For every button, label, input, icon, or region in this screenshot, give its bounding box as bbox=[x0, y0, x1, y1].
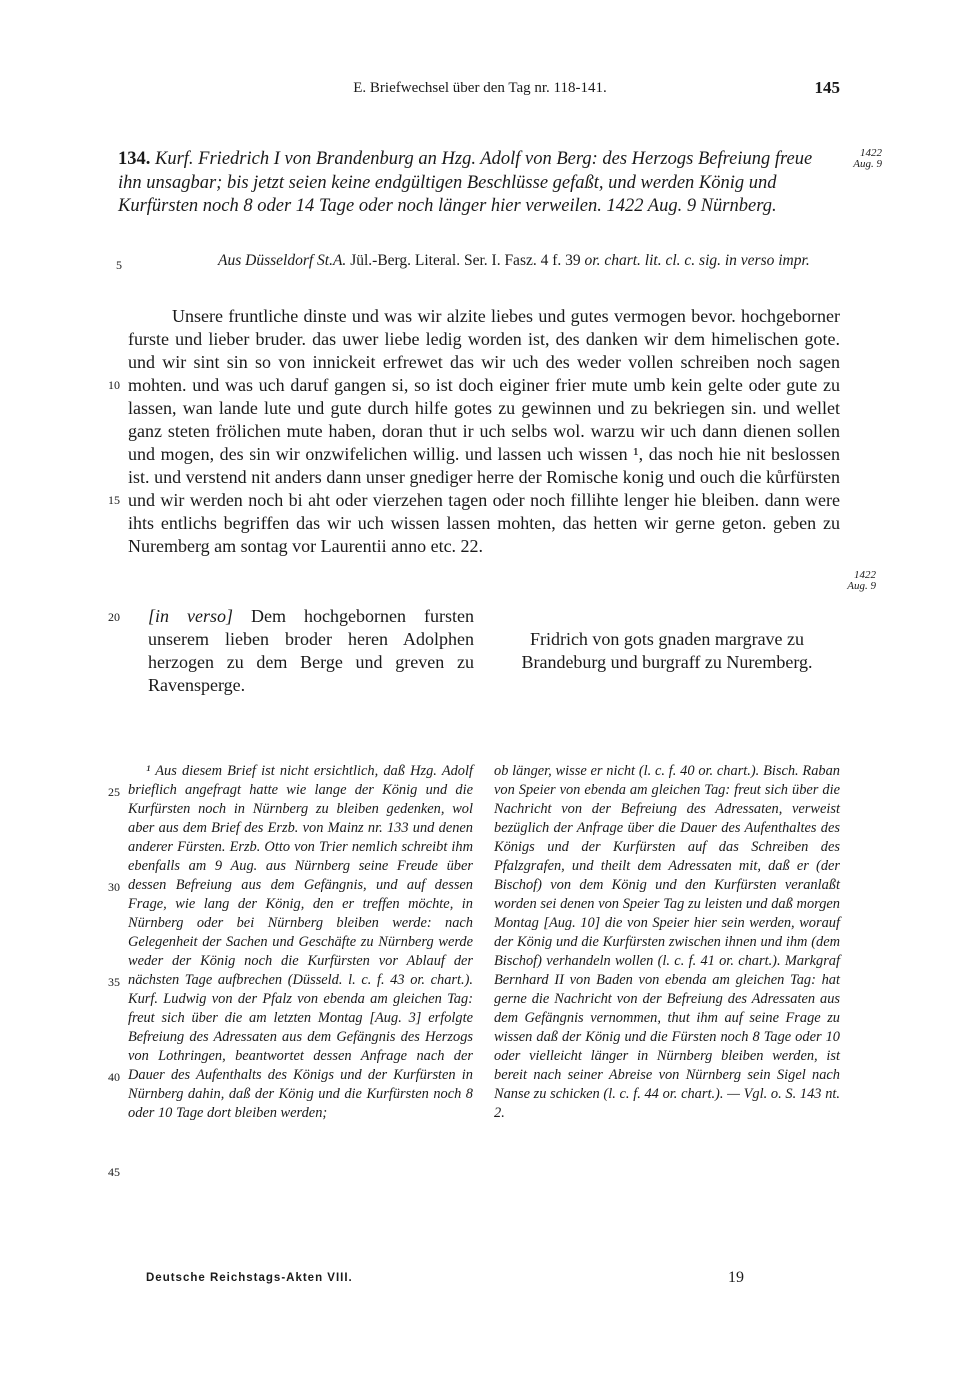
document-heading bbox=[118, 148, 840, 219]
letter-body bbox=[128, 305, 840, 558]
footnote-text: ¹ Aus diesem Brief ist nicht ersichtlich, daß Hzg. Adolf brieflich angefragt hatte wie lange der König und die Kurfürsten noch in Nürnberg zu bleiben gedenken, wol aber aus dem Brief des Erzb. von Mainz nr. 133 und denen anderer Fürsten. Erzb. Otto von Trier nemlich schreibt ihm ebenfalls am 9 Aug. aus Nürnberg seine Freude über dessen Befreiung aus dem Gefängnis, und auf dessen Frage, wie lang der König, den er treffen möchte, in Nürnberg oder bei Nürnberg bleiben werde: nach Gelegenheit der Sachen und Geschäfte zu Nürnberg werde weder der König noch die Kurfürsten vor Ablauf der nächsten Tage aufbrechen (Düsseld. l. c. f. 43 or. chart.). Kurf. Ludwig von der Pfalz von ebenda am gleichen Tag: freut sich über die am letzten Montag [Aug. 3] erfolgte Befreiung des Adressaten aus dem Gefängnis des Herzogs von Lothringen, beantwortet dessen Anfrage nach der Dauer des Aufenthalts des Königs und der Kurfürsten in Nürnberg dahin, daß der König und die Kurfürsten noch 8 oder 10 Tage dort bleiben werden; bbox=[128, 763, 473, 1121]
line-number: 10 bbox=[108, 378, 120, 392]
line-number: 15 bbox=[108, 493, 120, 507]
source-signature: Jül.-Berg. Literal. Ser. I. Fasz. 4 f. 39 bbox=[350, 252, 581, 269]
source-citation bbox=[218, 250, 840, 271]
address-text: Dem hochgebornen fursten unserem lieben broder heren Adolphen herzogen zu dem Berge und greven zu Ravensperge. bbox=[148, 606, 474, 695]
line-number: 40 bbox=[108, 1070, 120, 1084]
line-number: 35 bbox=[108, 975, 120, 989]
sender-signature: Fridrich von gots gnaden margrave zu Brandeburg und burgraff zu Nuremberg. bbox=[521, 629, 813, 672]
margin-date-year: 1422 bbox=[854, 569, 876, 581]
document-number: 134. bbox=[118, 149, 151, 169]
footnote-continuation: ob länger, wisse er nicht (l. c. f. 40 or. chart.). Bisch. Raban von Speier von ebenda am gleichen Tag: freut sich über die Nachricht von der Befreiung des Adressaten, verweist bezüglich der Anfrage über die Dauer des Aufenthaltes des Königs und der Kurfürsten auf das Schreiben des Pfalzgrafen, und theilt dem Adressaten mit, daß er (der Bischof) von dem König und den Kurfürsten veranlaßt worden sei denen von Speier Tag zu leisten und daß morgen Montag [Aug. 10] die von Speier hier sein werden, worauf der König und die Kurfürsten zwischen ihnen und ihm (dem Bischof) verhandeln wollen (l. c. f. 41 or. chart.). Markgraf Bernhard II von Baden von ebenda am gleichen Tag: hat gerne die Nachricht von der Befreiung des Adressaten aus dem Gefängnis vernommen, thut ihm auf seine Frage zu wissen daß der König und die Fürsten noch 8 Tage oder 10 oder vielleicht länger in Nürnberg bleiben werden, ist bereit nach seiner Abreise von Nürnberg sein Sigel nach Nanse zu schicken (l. c. f. 44 or. chart.). — Vgl. o. S. 143 nt. 2. bbox=[494, 763, 840, 1121]
margin-date-body bbox=[832, 570, 876, 592]
series-title: Deutsche Reichstags-Akten VIII. bbox=[146, 1272, 353, 1284]
running-header: E. Briefwechsel über den Tag nr. 118-141. bbox=[353, 80, 607, 96]
source-description: or. chart. lit. cl. c. sig. in verso impr. bbox=[584, 252, 810, 269]
line-number: 25 bbox=[108, 785, 120, 799]
margin-date-day: Aug. 9 bbox=[847, 580, 876, 592]
page-number: 145 bbox=[814, 78, 840, 97]
footnote-right-column bbox=[494, 762, 840, 1123]
address-marker: [in verso] bbox=[148, 606, 234, 626]
margin-date-year: 1422 bbox=[860, 147, 882, 159]
letter-text: Unsere fruntliche dinste und was wir alzite liebes und gutes vermogen bevor. hochgeborner furste und lieber bruder. das uwer liebe ledig worden ist, des danken wir dem himelischen gote. und wir sint sin so von innickeit erfrewet das wir uch des weder vollen schreiben noch sagen mohten. und was uch daruf gangen si, so ist doch eiginer frier mute umb kein gelte oder gute zu lassen, wan lande lute und gute durch hilfe gotes zu gewinnen und zu bekriegen sin. und wellet ganz steten frölichen mute haben, doran thut ir uch selbs wol. warzu wir uch dann dienen sollen und mogen, des sin wir onzwifelichen willig. und lassen uch wissen ¹, das noch hie nit beslossen ist. und verstend nit anders dann unser gnediger herre der Romische konig und ouch die kůrfürsten und wir werden noch bi aht oder vierzehen tagen oder noch fillihte lenger hie bleiben. dann were ihts entlichs begriffen das wir uch wissen lassen mohten, das hetten wir gerne geton. geben zu Nuremberg am sontag vor Laurentii anno etc. 22. bbox=[128, 306, 840, 556]
line-number: 5 bbox=[116, 258, 122, 272]
line-number: 45 bbox=[108, 1165, 120, 1179]
line-number: 20 bbox=[108, 610, 120, 624]
margin-date-day: Aug. 9 bbox=[853, 158, 882, 170]
source-archive: Aus Düsseldorf St.A. bbox=[218, 252, 347, 269]
margin-date-top bbox=[838, 148, 882, 170]
signature-mark: 19 bbox=[728, 1269, 744, 1286]
document-regest: Kurf. Friedrich I von Brandenburg an Hzg. Adolf von Berg: des Herzogs Befreiung freue ihn unsagbar; bis jetzt seien keine endgültigen Beschlüsse gefaßt, und werden König und Kurfürsten noch 8 oder 14 Tage oder noch länger hier verweilen. 1422 Aug. 9 Nürnberg. bbox=[118, 149, 813, 216]
address-block bbox=[148, 605, 474, 697]
line-number: 30 bbox=[108, 880, 120, 894]
footnote-left-column bbox=[128, 762, 473, 1123]
